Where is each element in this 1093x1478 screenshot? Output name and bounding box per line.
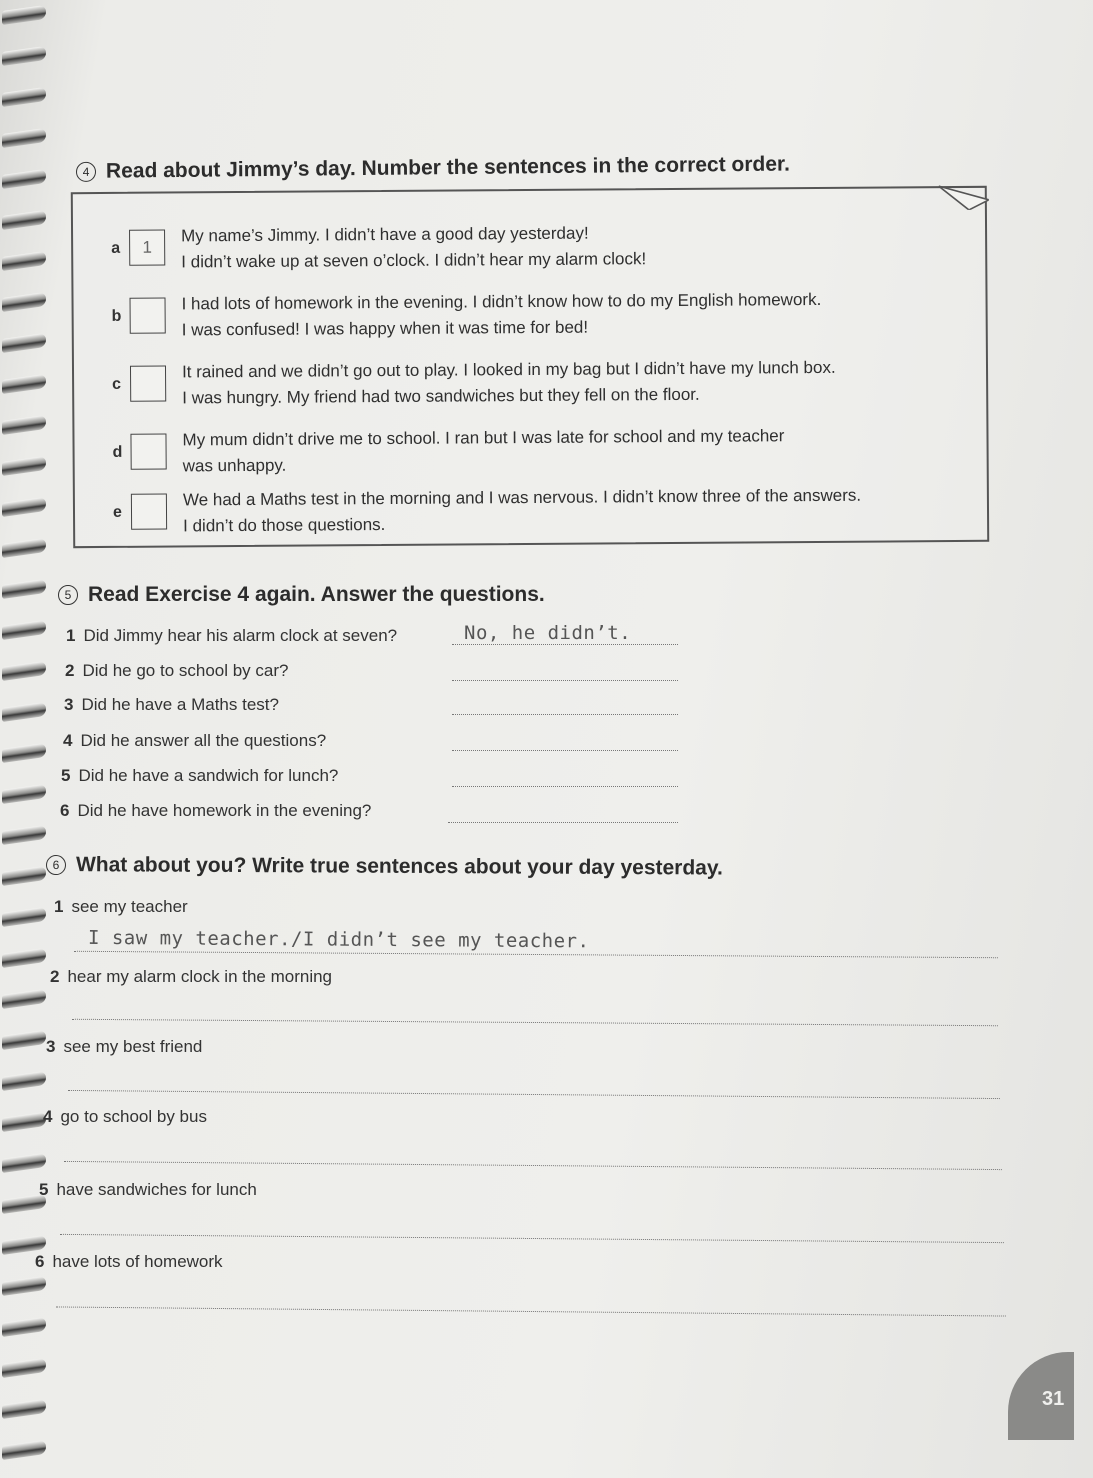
exercise-instruction: What about you? Write true sentences about your day yesterday. <box>75 853 723 880</box>
writing-line[interactable] <box>72 995 998 1026</box>
spiral-ring <box>2 1399 46 1419</box>
prompt-6 <box>35 1252 223 1272</box>
prompt-number: 1 <box>54 897 64 916</box>
answer-line[interactable] <box>452 692 678 715</box>
spiral-ring <box>2 1317 46 1337</box>
story-item-c <box>74 354 974 420</box>
item-text <box>182 355 836 412</box>
prompt-text: go to school by bus <box>60 1107 207 1126</box>
question-text: Did he answer all the questions? <box>80 731 327 750</box>
exercise-4-title <box>76 153 790 184</box>
spiral-ring <box>2 210 46 230</box>
item-line-1: My mum didn’t drive me to school. I ran but I was late for school and my teacher <box>182 426 785 450</box>
spiral-ring <box>2 497 46 517</box>
spiral-ring <box>2 1276 46 1296</box>
question-number: 4 <box>63 731 73 750</box>
writing-line[interactable] <box>60 1210 1004 1243</box>
prompt-number: 6 <box>35 1252 45 1271</box>
spiral-ring <box>2 415 46 435</box>
question-4 <box>63 731 326 751</box>
item-line-1: My name’s Jimmy. I didn’t have a good day yesterday! <box>181 223 589 246</box>
item-line-2: I was hungry. My friend had two sandwiches but they fell on the floor. <box>182 384 700 408</box>
item-line-2: I didn’t do those questions. <box>183 515 386 536</box>
question-number: 5 <box>61 766 71 785</box>
item-line-2: was unhappy. <box>182 455 287 476</box>
prompt-number: 2 <box>50 967 60 986</box>
spiral-ring <box>2 169 46 189</box>
exercise-5-title <box>58 583 545 607</box>
spiral-ring <box>2 1071 46 1091</box>
exercise-6-title <box>46 853 723 881</box>
spiral-ring <box>2 620 46 640</box>
spiral-ring <box>2 128 46 148</box>
question-text: Did he go to school by car? <box>82 661 289 680</box>
spiral-ring <box>2 989 46 1009</box>
page-fold-icon <box>939 182 989 210</box>
spiral-ring <box>2 702 46 722</box>
prompt-5 <box>39 1180 257 1200</box>
prompt-text: have lots of homework <box>52 1252 223 1271</box>
prompt-number: 5 <box>39 1180 49 1199</box>
handwritten-answer: No, he didn’t. <box>464 622 632 644</box>
spiral-ring <box>2 1440 46 1460</box>
writing-line[interactable] <box>64 1137 1002 1170</box>
spiral-ring <box>2 866 46 886</box>
exercise-instruction: Read about Jimmy’s day. Number the sentences in the correct order. <box>105 152 790 183</box>
item-text <box>181 220 646 275</box>
spiral-ring <box>2 1153 46 1173</box>
question-6 <box>60 801 371 821</box>
item-line-1: I had lots of homework in the evening. I didn’t know how to do my English homework. <box>181 289 822 314</box>
spiral-ring <box>2 661 46 681</box>
spiral-ring <box>2 251 46 271</box>
order-number-box[interactable]: 1 <box>129 230 165 266</box>
item-line-1: It rained and we didn’t go out to play. I looked in my bag but I didn’t have my lunch box. <box>181 357 836 382</box>
item-letter: b <box>111 307 122 325</box>
exercise-instruction: Read Exercise 4 again. Answer the questions. <box>88 583 545 606</box>
answer-line[interactable] <box>448 800 678 823</box>
item-text <box>183 483 862 540</box>
item-text <box>181 287 821 343</box>
question-number: 1 <box>66 626 76 645</box>
answer-line[interactable] <box>452 728 678 751</box>
spiral-ring <box>2 87 46 107</box>
answer-line[interactable] <box>452 658 678 681</box>
spiral-ring <box>2 456 46 476</box>
item-letter: d <box>112 443 123 461</box>
question-number: 3 <box>64 695 74 714</box>
prompt-number: 3 <box>46 1037 56 1056</box>
writing-line[interactable] <box>68 1066 1000 1099</box>
exercise-number: 4 <box>76 162 96 182</box>
spiral-ring <box>2 1358 46 1378</box>
story-item-e <box>75 482 975 548</box>
prompt-2 <box>50 967 332 987</box>
question-text: Did Jimmy hear his alarm clock at seven? <box>83 626 398 645</box>
spiral-ring <box>2 579 46 599</box>
prompt-text: have sandwiches for lunch <box>56 1180 257 1199</box>
spiral-ring <box>2 46 46 66</box>
item-line-1: We had a Maths test in the morning and I was nervous. I didn’t know three of the answers. <box>182 485 862 510</box>
question-1 <box>66 626 397 646</box>
question-text: Did he have a Maths test? <box>81 695 279 714</box>
spiral-ring <box>2 1030 46 1050</box>
order-number-box[interactable] <box>130 298 166 334</box>
prompt-1 <box>54 897 188 917</box>
item-text <box>182 423 784 479</box>
writing-line[interactable] <box>56 1282 1006 1316</box>
question-2 <box>65 661 288 681</box>
order-number-box[interactable] <box>131 494 167 530</box>
spiral-ring <box>2 825 46 845</box>
story-box <box>71 186 989 548</box>
item-letter: c <box>112 375 122 393</box>
spiral-ring <box>2 333 46 353</box>
spiral-ring <box>2 948 46 968</box>
answer-line[interactable] <box>452 764 678 787</box>
spiral-ring <box>2 538 46 558</box>
answer-line[interactable] <box>452 622 678 645</box>
order-number-box[interactable] <box>130 366 166 402</box>
item-line-2: I didn’t wake up at seven o’clock. I didn’t hear my alarm clock! <box>181 249 647 272</box>
question-5 <box>61 766 338 786</box>
question-3 <box>64 695 279 715</box>
prompt-text: hear my alarm clock in the morning <box>67 967 333 986</box>
exercise-number: 6 <box>46 855 66 875</box>
exercise-number: 5 <box>58 585 78 605</box>
order-number-box[interactable] <box>130 434 166 470</box>
question-text: Did he have homework in the evening? <box>77 801 372 820</box>
story-item-d <box>74 422 974 488</box>
item-letter: e <box>112 503 122 521</box>
item-line-2: I was confused! I was happy when it was time for bed! <box>181 317 589 340</box>
page-number-tab <box>1008 1352 1074 1440</box>
question-number: 2 <box>65 661 75 680</box>
prompt-text: see my teacher <box>71 897 188 916</box>
prompt-text: see my best friend <box>63 1037 203 1056</box>
spiral-ring <box>2 784 46 804</box>
spiral-ring <box>2 5 46 25</box>
question-text: Did he have a sandwich for lunch? <box>78 766 339 785</box>
question-number: 6 <box>60 801 70 820</box>
spiral-ring <box>2 374 46 394</box>
spiral-ring <box>2 907 46 927</box>
prompt-3 <box>46 1037 202 1057</box>
spiral-ring <box>2 743 46 763</box>
page-number: 31 <box>1042 1388 1065 1410</box>
story-item-a <box>73 218 973 284</box>
item-letter: a <box>111 239 121 257</box>
prompt-number: 4 <box>43 1107 53 1126</box>
story-item-b <box>73 286 973 352</box>
writing-line[interactable] <box>74 927 998 958</box>
handwritten-answer: I saw my teacher./I didn’t see my teacher. <box>87 926 590 953</box>
spiral-ring <box>2 1112 46 1132</box>
spiral-ring <box>2 292 46 312</box>
prompt-4 <box>43 1107 207 1127</box>
